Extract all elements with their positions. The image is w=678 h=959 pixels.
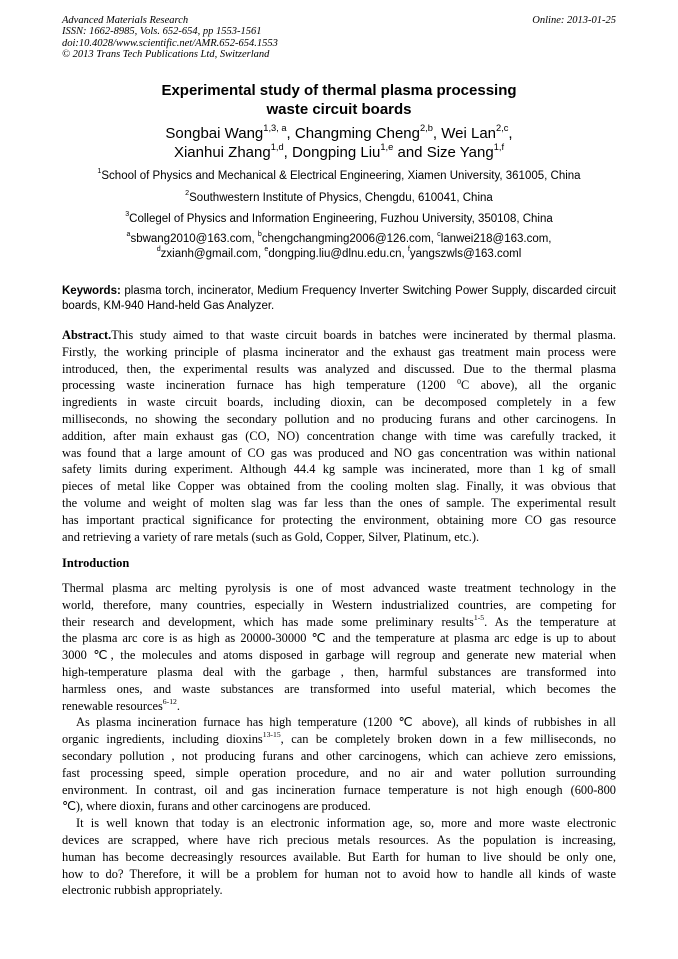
email-sup: e: [264, 245, 269, 254]
body-text: .: [176, 698, 180, 713]
abstract-line: milliseconds, no showing the secondary pollution and no producing furans and other carcinogens. In: [62, 411, 616, 426]
email-link[interactable]: dongping.liu@dlnu.edu.cn,: [268, 248, 408, 260]
body-line: [62, 731, 616, 748]
abstract-label: Abstract.: [62, 328, 112, 342]
affiliation-3: [62, 212, 616, 226]
abstract-line: introduced, then, the experimental results was analyzed and discussed. Due to the thermal plasma: [62, 361, 616, 376]
affiliation-text: Southwestern Institute of Physics, Chengdu, 610041, China: [189, 192, 493, 204]
introduction-body: [62, 580, 616, 899]
body-line: devices are scrapped, where have rich precious metals resources. As the population is increasing,: [62, 832, 616, 847]
affiliation-text: School of Physics and Mechanical & Electrical Engineering, Xiamen University, 361005, China: [101, 170, 581, 182]
author-sup: 1,f: [493, 142, 505, 153]
section-heading: Introduction: [62, 556, 130, 570]
affiliation-1: [62, 169, 616, 183]
body-text: . As the temperature at: [484, 614, 616, 629]
author-name: , Changming Cheng: [286, 125, 420, 142]
abstract-line: [62, 327, 616, 344]
keywords-label: Keywords:: [62, 285, 121, 297]
author-sup: 2,c: [496, 123, 509, 134]
abstract-text: processing waste incineration furnace has high temperature (1200: [62, 378, 458, 393]
affiliation-sup: 1: [97, 167, 102, 176]
author-sep: ,: [508, 125, 513, 142]
abstract-line: Firstly, the working principle of plasma incinerator and the exhaust gas treatment main process were: [62, 344, 616, 359]
citation-sup: 6-12: [162, 697, 177, 706]
body-text: their research and development, which has made some preliminary results: [62, 614, 474, 629]
body-line: the plasma arc core is as high as 20000-30000 ℃ and the temperature at plasma arc edge is up to about: [62, 631, 616, 646]
email-list: [62, 232, 616, 262]
author-name: and Size Yang: [393, 144, 494, 161]
journal-header: [62, 15, 278, 61]
doi-line: doi:10.4028/www.scientific.net/AMR.652-654.1553: [62, 37, 278, 49]
body-line: world, therefore, many countries, especially in Western industrialized countries, are competing for: [62, 597, 616, 612]
abstract-line: was found that a large amount of CO gas was produced and NO gas concentration was within national: [62, 445, 616, 460]
body-line: high-temperature plasma deal with the garbage , then, harmful substances are transformed into: [62, 664, 616, 679]
body-line: Thermal plasma arc melting pyrolysis is one of most advanced waste treatment technology in the: [62, 581, 616, 595]
abstract-line: addition, after main exhaust gas (CO, NO) concentration change with time was carefully tracked, it: [62, 428, 616, 443]
affiliation-sup: 2: [185, 189, 190, 198]
body-line: ℃), where dioxin, furans and other carcinogens are produced.: [62, 799, 371, 814]
email-link[interactable]: chengchangming2006@126.com,: [261, 233, 438, 245]
author-name: , Dongping Liu: [283, 144, 381, 161]
affiliation-2: [62, 191, 616, 205]
author-name: , Wei Lan: [432, 125, 496, 142]
email-line-1: [62, 232, 616, 247]
email-sup: d: [156, 245, 161, 254]
email-sup: a: [126, 230, 131, 239]
body-line: electronic rubbish appropriately.: [62, 883, 223, 898]
email-link[interactable]: yangszwls@163.coml: [409, 248, 522, 260]
affiliation-sup: 3: [125, 210, 130, 219]
email-sup: f: [407, 245, 410, 254]
citation-sup: 13-15: [262, 731, 281, 740]
body-line: [62, 614, 616, 631]
journal-name: Advanced Materials Research: [62, 15, 189, 26]
body-line: It is well known that today is an electronic information age, so, more and more waste electronic: [76, 816, 616, 831]
author-line-2: [62, 143, 616, 162]
abstract: [62, 327, 616, 545]
body-line: fast processing speed, simple operation procedure, and no air and water pollution surrounding: [62, 765, 616, 780]
abstract-line: [62, 377, 616, 394]
title-line-1: Experimental study of thermal plasma processing: [161, 82, 517, 99]
body-line: [62, 698, 616, 715]
author-sup: 2,b: [419, 123, 433, 134]
author-sup: 1,3, a: [263, 123, 287, 134]
keywords-text: plasma torch, incinerator, Medium Frequency Inverter Switching Power Supply, discarded circuit boards, KM-940 Hand-held Gas Analyzer.: [62, 285, 616, 312]
author-name: Xianhui Zhang: [173, 144, 271, 161]
issn-line: ISSN: 1662-8985, Vols. 652-654, pp 1553-1561: [62, 26, 262, 38]
affiliation-text: Collegel of Physics and Information Engineering, Fuzhou University, 350108, China: [129, 213, 553, 225]
email-line-2: [62, 247, 616, 262]
author-sup: 1,e: [380, 142, 394, 153]
abstract-line: ingredients in waste circuit boards, including dioxin, can be decomposed completely in a few: [62, 395, 616, 410]
author-list: [62, 124, 616, 162]
abstract-line: has important practical significance for protecting the environment, obtaining more CO gas resource: [62, 512, 616, 527]
body-line: human has become decreasingly resources available. But Earth for human to live should be only one,: [62, 849, 616, 864]
abstract-line: the volume and weight of molten slag was far less than the ones of sample. The experimental result: [62, 495, 616, 510]
body-line: environment. In contrast, oil and gas incineration furnace temperature is not high enough (600-800: [62, 782, 616, 797]
body-line: secondary pollution , not producing furans and other carcinogens, which can achieve zero emissions,: [62, 748, 616, 763]
paper-title: [62, 81, 616, 119]
body-line: harmless ones, and waste substances are transformed into useful material, which becomes the: [62, 681, 616, 696]
body-line: 3000 ℃, the molecules and atoms disposed in garbage will regroup and generate new material when: [62, 648, 616, 663]
online-date: Online: 2013-01-25: [532, 15, 616, 26]
abstract-text: This study aimed to that waste circuit boards in batches were incinerated by thermal plasma.: [111, 328, 616, 342]
abstract-text: C above), all the organic: [460, 378, 616, 393]
body-text: renewable resources: [62, 698, 163, 713]
body-line: how to do? Therefore, it will be a problem for human not to avoid how to handle all kinds of waste: [62, 866, 616, 881]
abstract-line: safety limits during experiment. Although 44.4 kg sample was incinerated, more than 1 kg of small: [62, 462, 616, 477]
body-text: organic ingredients, including dioxins: [62, 732, 263, 747]
email-link[interactable]: sbwang2010@163.com,: [130, 233, 258, 245]
keywords: [62, 284, 616, 313]
abstract-line: and retrieving a variety of rare metals (such as Gold, Copper, Silver, Platinum, etc.).: [62, 529, 480, 544]
body-line: As plasma incineration furnace has high temperature (1200 ℃ above), all kinds of rubbishes in all: [76, 715, 616, 730]
title-line-2: waste circuit boards: [266, 101, 412, 118]
citation-sup: 1-5: [473, 613, 485, 622]
email-link[interactable]: lanwei218@163.com,: [440, 233, 552, 245]
abstract-line: pieces of metal like Copper was obtained from the cooling molten slag. Finally, it was obvious that: [62, 479, 616, 494]
author-line-1: [62, 124, 616, 143]
author-name: Songbai Wang: [165, 125, 264, 142]
copyright-line: © 2013 Trans Tech Publications Ltd, Switzerland: [62, 49, 270, 61]
email-link[interactable]: zxianh@gmail.com,: [160, 248, 265, 260]
degree-sup: 0: [457, 377, 461, 386]
email-sup: c: [437, 230, 441, 239]
body-text: , can be completely broken down in a few milliseconds, no: [280, 732, 616, 747]
email-sup: b: [257, 230, 262, 239]
author-sup: 1,d: [270, 142, 284, 153]
